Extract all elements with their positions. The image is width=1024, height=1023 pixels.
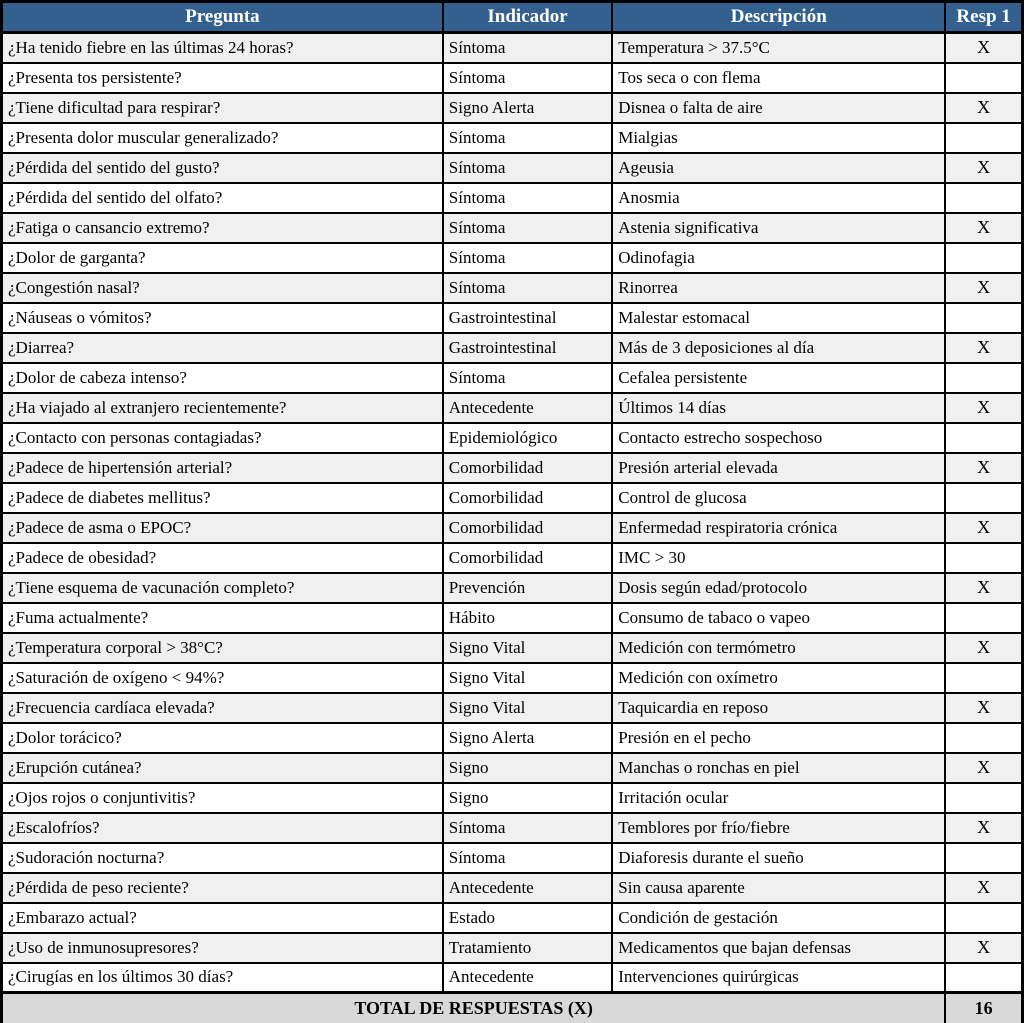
- cell-pregunta: ¿Fatiga o cansancio extremo?: [2, 213, 443, 243]
- table-row: [2, 213, 1023, 243]
- total-label: TOTAL DE RESPUESTAS (X): [2, 993, 946, 1023]
- table-row: [2, 453, 1023, 483]
- cell-descripcion: Dosis según edad/protocolo: [612, 573, 945, 603]
- cell-descripcion: Rinorrea: [612, 273, 945, 303]
- cell-pregunta: ¿Dolor de cabeza intenso?: [2, 363, 443, 393]
- cell-descripcion: Taquicardia en reposo: [612, 693, 945, 723]
- table-body: [2, 33, 1023, 993]
- cell-descripcion: Enfermedad respiratoria crónica: [612, 513, 945, 543]
- cell-indicador: Síntoma: [443, 183, 612, 213]
- cell-pregunta: ¿Embarazo actual?: [2, 903, 443, 933]
- cell-resp: X: [945, 813, 1022, 843]
- cell-resp: [945, 603, 1022, 633]
- cell-pregunta: ¿Pérdida de peso reciente?: [2, 873, 443, 903]
- cell-pregunta: ¿Dolor torácico?: [2, 723, 443, 753]
- table-row: [2, 93, 1023, 123]
- cell-resp: X: [945, 273, 1022, 303]
- cell-indicador: Prevención: [443, 573, 612, 603]
- cell-resp: X: [945, 213, 1022, 243]
- cell-indicador: Gastrointestinal: [443, 333, 612, 363]
- cell-descripcion: Últimos 14 días: [612, 393, 945, 423]
- cell-indicador: Signo: [443, 753, 612, 783]
- table-row: [2, 123, 1023, 153]
- cell-indicador: Gastrointestinal: [443, 303, 612, 333]
- cell-resp: [945, 423, 1022, 453]
- table-row: [2, 783, 1023, 813]
- cell-pregunta: ¿Padece de obesidad?: [2, 543, 443, 573]
- cell-indicador: Comorbilidad: [443, 513, 612, 543]
- cell-resp: [945, 63, 1022, 93]
- cell-resp: X: [945, 513, 1022, 543]
- column-header-indicador: Indicador: [443, 2, 612, 33]
- table-row: [2, 393, 1023, 423]
- cell-descripcion: Presión arterial elevada: [612, 453, 945, 483]
- cell-resp: [945, 243, 1022, 273]
- cell-descripcion: Cefalea persistente: [612, 363, 945, 393]
- cell-descripcion: Medición con oxímetro: [612, 663, 945, 693]
- table-row: [2, 243, 1023, 273]
- table-row: [2, 363, 1023, 393]
- cell-resp: X: [945, 93, 1022, 123]
- cell-resp: [945, 903, 1022, 933]
- cell-resp: [945, 783, 1022, 813]
- cell-indicador: Síntoma: [443, 33, 612, 63]
- table-row: [2, 153, 1023, 183]
- table-row: [2, 423, 1023, 453]
- cell-pregunta: ¿Ha viajado al extranjero recientemente?: [2, 393, 443, 423]
- cell-descripcion: Temblores por frío/fiebre: [612, 813, 945, 843]
- table-row: [2, 873, 1023, 903]
- cell-descripcion: Manchas o ronchas en piel: [612, 753, 945, 783]
- cell-descripcion: Presión en el pecho: [612, 723, 945, 753]
- cell-indicador: Signo Alerta: [443, 723, 612, 753]
- cell-indicador: Epidemiológico: [443, 423, 612, 453]
- cell-resp: [945, 363, 1022, 393]
- header-row: [2, 2, 1023, 33]
- cell-pregunta: ¿Padece de diabetes mellitus?: [2, 483, 443, 513]
- cell-indicador: Signo Vital: [443, 663, 612, 693]
- cell-resp: X: [945, 33, 1022, 63]
- cell-indicador: Signo Vital: [443, 693, 612, 723]
- table-row: [2, 33, 1023, 63]
- cell-resp: X: [945, 393, 1022, 423]
- table-row: [2, 573, 1023, 603]
- cell-descripcion: Intervenciones quirúrgicas: [612, 963, 945, 993]
- cell-resp: [945, 543, 1022, 573]
- cell-pregunta: ¿Náuseas o vómitos?: [2, 303, 443, 333]
- cell-resp: [945, 843, 1022, 873]
- cell-resp: [945, 723, 1022, 753]
- column-header-pregunta: Pregunta: [2, 2, 443, 33]
- cell-resp: X: [945, 753, 1022, 783]
- cell-descripcion: Ageusia: [612, 153, 945, 183]
- table-row: [2, 933, 1023, 963]
- cell-pregunta: ¿Contacto con personas contagiadas?: [2, 423, 443, 453]
- cell-descripcion: Temperatura > 37.5°C: [612, 33, 945, 63]
- cell-resp: X: [945, 933, 1022, 963]
- table-row: [2, 603, 1023, 633]
- cell-resp: [945, 483, 1022, 513]
- table-row: [2, 303, 1023, 333]
- cell-descripcion: Astenia significativa: [612, 213, 945, 243]
- total-row: [2, 993, 1023, 1023]
- cell-pregunta: ¿Tiene esquema de vacunación completo?: [2, 573, 443, 603]
- cell-descripcion: Control de glucosa: [612, 483, 945, 513]
- cell-resp: X: [945, 873, 1022, 903]
- cell-descripcion: Mialgias: [612, 123, 945, 153]
- column-header-descripcion: Descripción: [612, 2, 945, 33]
- cell-indicador: Estado: [443, 903, 612, 933]
- cell-descripcion: Más de 3 deposiciones al día: [612, 333, 945, 363]
- cell-descripcion: Tos seca o con flema: [612, 63, 945, 93]
- cell-pregunta: ¿Pérdida del sentido del gusto?: [2, 153, 443, 183]
- cell-descripcion: Disnea o falta de aire: [612, 93, 945, 123]
- cell-descripcion: Anosmia: [612, 183, 945, 213]
- cell-descripcion: Diaforesis durante el sueño: [612, 843, 945, 873]
- cell-indicador: Síntoma: [443, 273, 612, 303]
- cell-descripcion: Contacto estrecho sospechoso: [612, 423, 945, 453]
- cell-resp: [945, 123, 1022, 153]
- cell-pregunta: ¿Fuma actualmente?: [2, 603, 443, 633]
- table-row: [2, 483, 1023, 513]
- cell-descripcion: Malestar estomacal: [612, 303, 945, 333]
- cell-pregunta: ¿Pérdida del sentido del olfato?: [2, 183, 443, 213]
- cell-resp: [945, 663, 1022, 693]
- cell-indicador: Síntoma: [443, 123, 612, 153]
- cell-resp: X: [945, 453, 1022, 483]
- cell-pregunta: ¿Escalofríos?: [2, 813, 443, 843]
- table-row: [2, 813, 1023, 843]
- cell-resp: X: [945, 153, 1022, 183]
- cell-resp: X: [945, 573, 1022, 603]
- cell-pregunta: ¿Padece de asma o EPOC?: [2, 513, 443, 543]
- cell-resp: X: [945, 693, 1022, 723]
- cell-descripcion: Consumo de tabaco o vapeo: [612, 603, 945, 633]
- cell-pregunta: ¿Dolor de garganta?: [2, 243, 443, 273]
- table-row: [2, 723, 1023, 753]
- cell-pregunta: ¿Saturación de oxígeno < 94%?: [2, 663, 443, 693]
- cell-pregunta: ¿Diarrea?: [2, 333, 443, 363]
- cell-indicador: Signo Vital: [443, 633, 612, 663]
- cell-indicador: Tratamiento: [443, 933, 612, 963]
- cell-indicador: Síntoma: [443, 363, 612, 393]
- cell-indicador: Antecedente: [443, 963, 612, 993]
- cell-pregunta: ¿Erupción cutánea?: [2, 753, 443, 783]
- cell-resp: [945, 303, 1022, 333]
- table-footer: [2, 993, 1023, 1023]
- cell-indicador: Síntoma: [443, 243, 612, 273]
- cell-descripcion: Irritación ocular: [612, 783, 945, 813]
- cell-descripcion: Medición con termómetro: [612, 633, 945, 663]
- table-row: [2, 753, 1023, 783]
- cell-descripcion: Medicamentos que bajan defensas: [612, 933, 945, 963]
- table-row: [2, 693, 1023, 723]
- cell-indicador: Antecedente: [443, 873, 612, 903]
- cell-pregunta: ¿Presenta dolor muscular generalizado?: [2, 123, 443, 153]
- table-row: [2, 663, 1023, 693]
- cell-indicador: Hábito: [443, 603, 612, 633]
- table-row: [2, 183, 1023, 213]
- cell-indicador: Síntoma: [443, 813, 612, 843]
- cell-pregunta: ¿Ha tenido fiebre en las últimas 24 horas?: [2, 33, 443, 63]
- cell-pregunta: ¿Congestión nasal?: [2, 273, 443, 303]
- cell-pregunta: ¿Presenta tos persistente?: [2, 63, 443, 93]
- table-row: [2, 633, 1023, 663]
- cell-pregunta: ¿Ojos rojos o conjuntivitis?: [2, 783, 443, 813]
- cell-pregunta: ¿Temperatura corporal > 38°C?: [2, 633, 443, 663]
- cell-pregunta: ¿Tiene dificultad para respirar?: [2, 93, 443, 123]
- cell-descripcion: IMC > 30: [612, 543, 945, 573]
- cell-resp: X: [945, 333, 1022, 363]
- cell-indicador: Antecedente: [443, 393, 612, 423]
- cell-indicador: Comorbilidad: [443, 453, 612, 483]
- table-row: [2, 63, 1023, 93]
- column-header-resp: Resp 1: [945, 2, 1022, 33]
- cell-descripcion: Sin causa aparente: [612, 873, 945, 903]
- cell-pregunta: ¿Sudoración nocturna?: [2, 843, 443, 873]
- cell-indicador: Síntoma: [443, 843, 612, 873]
- cell-indicador: Signo Alerta: [443, 93, 612, 123]
- total-value: 16: [945, 993, 1022, 1023]
- cell-indicador: Síntoma: [443, 153, 612, 183]
- cell-resp: X: [945, 633, 1022, 663]
- cell-indicador: Comorbilidad: [443, 483, 612, 513]
- cell-indicador: Síntoma: [443, 213, 612, 243]
- table-row: [2, 843, 1023, 873]
- table-header: [2, 2, 1023, 33]
- cell-resp: [945, 963, 1022, 993]
- cell-resp: [945, 183, 1022, 213]
- table-row: [2, 513, 1023, 543]
- cell-pregunta: ¿Uso de inmunosupresores?: [2, 933, 443, 963]
- table-row: [2, 543, 1023, 573]
- cell-indicador: Síntoma: [443, 63, 612, 93]
- table-row: [2, 963, 1023, 993]
- table-row: [2, 903, 1023, 933]
- cell-descripcion: Odinofagia: [612, 243, 945, 273]
- table-row: [2, 273, 1023, 303]
- cell-indicador: Signo: [443, 783, 612, 813]
- cell-descripcion: Condición de gestación: [612, 903, 945, 933]
- cell-pregunta: ¿Cirugías en los últimos 30 días?: [2, 963, 443, 993]
- table-row: [2, 333, 1023, 363]
- cell-indicador: Comorbilidad: [443, 543, 612, 573]
- cell-pregunta: ¿Frecuencia cardíaca elevada?: [2, 693, 443, 723]
- cell-pregunta: ¿Padece de hipertensión arterial?: [2, 453, 443, 483]
